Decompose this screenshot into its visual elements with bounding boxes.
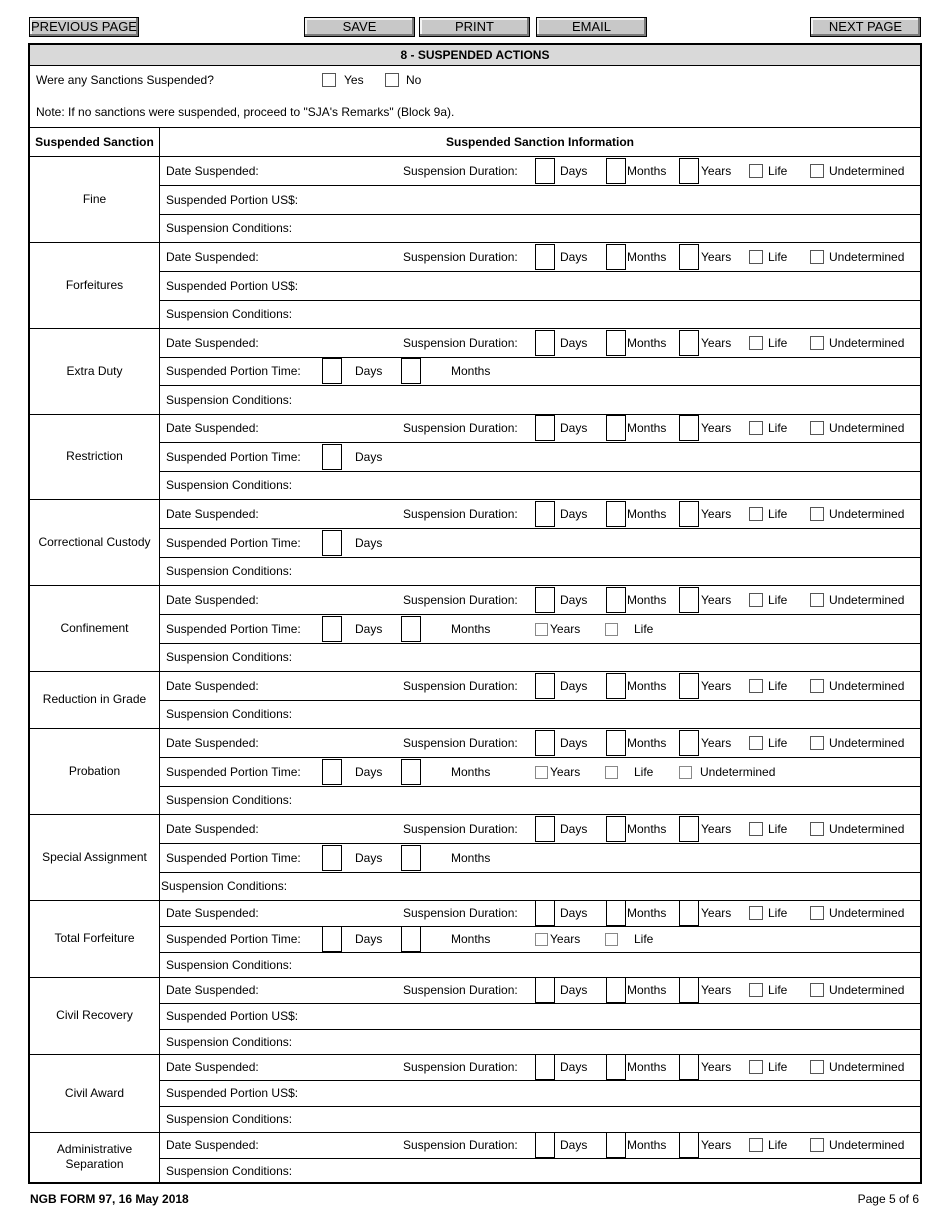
- undetermined-label: Undetermined: [829, 249, 905, 264]
- suspension-conditions-label: Suspension Conditions:: [161, 879, 288, 893]
- suspension-conditions-label: Suspension Conditions:: [166, 707, 293, 721]
- months-label: Months: [627, 1138, 667, 1152]
- duration-months-input[interactable]: [606, 730, 626, 756]
- duration-years-input[interactable]: [679, 977, 699, 1003]
- date-suspended-label: Date Suspended:: [166, 249, 259, 264]
- months-label: Months: [627, 821, 667, 836]
- sanction-name: Restriction: [66, 449, 123, 463]
- suspension-conditions-field[interactable]: [300, 1158, 910, 1184]
- suspended-portion-time-label: Suspended Portion Time:: [166, 764, 301, 779]
- portion-days-input[interactable]: [322, 845, 342, 871]
- undetermined-checkbox[interactable]: [810, 336, 824, 350]
- duration-months-input[interactable]: [606, 977, 626, 1003]
- suspension-conditions-field[interactable]: [300, 1029, 910, 1054]
- sanctions-suspended-question: Were any Sanctions Suspended?: [36, 73, 214, 87]
- suspension-conditions-field[interactable]: [300, 872, 910, 900]
- duration-years-input[interactable]: [679, 415, 699, 441]
- duration-days-input[interactable]: [535, 501, 555, 527]
- portion-years-checkbox[interactable]: [535, 933, 548, 946]
- duration-days-input[interactable]: [535, 415, 555, 441]
- duration-years-input[interactable]: [679, 501, 699, 527]
- undetermined-checkbox[interactable]: [810, 1060, 824, 1074]
- days-label: Days: [560, 735, 588, 750]
- months-label: Months: [451, 932, 491, 946]
- years-label: Years: [550, 764, 581, 779]
- suspension-conditions-label: Suspension Conditions:: [166, 1164, 293, 1178]
- divider: [159, 926, 920, 927]
- save-button[interactable]: SAVE: [304, 17, 415, 37]
- col-header-sanction: Suspended Sanction: [35, 135, 154, 149]
- suspended-portion-time-label: Suspended Portion Time:: [166, 535, 301, 550]
- undetermined-label: Undetermined: [829, 1060, 905, 1074]
- divider: [159, 528, 920, 529]
- days-label: Days: [560, 249, 588, 264]
- sanction-name: Extra Duty: [66, 364, 123, 378]
- portion-days-input[interactable]: [322, 444, 342, 470]
- duration-months-input[interactable]: [606, 415, 626, 441]
- months-label: Months: [627, 421, 667, 435]
- portion-days-input[interactable]: [322, 358, 342, 384]
- life-checkbox[interactable]: [749, 250, 763, 264]
- duration-years-input[interactable]: [679, 900, 699, 926]
- col-header-information: Suspended Sanction Information: [445, 135, 634, 149]
- years-label: Years: [701, 592, 732, 607]
- suspension-conditions-label: Suspension Conditions:: [166, 478, 293, 492]
- undetermined-checkbox[interactable]: [810, 822, 824, 836]
- duration-years-input[interactable]: [679, 730, 699, 756]
- days-label: Days: [560, 1138, 588, 1152]
- undetermined-label: Undetermined: [829, 678, 905, 693]
- portion-months-input[interactable]: [401, 616, 421, 642]
- duration-years-input[interactable]: [679, 816, 699, 842]
- years-label: Years: [701, 249, 732, 264]
- portion-months-input[interactable]: [401, 845, 421, 871]
- months-label: Months: [451, 764, 491, 779]
- suspended-portion-time-label: Suspended Portion Time:: [166, 364, 301, 378]
- life-label: Life: [768, 678, 788, 693]
- months-label: Months: [627, 735, 667, 750]
- months-label: Months: [627, 506, 667, 521]
- portion-life-checkbox[interactable]: [605, 766, 618, 779]
- portion-years-checkbox[interactable]: [535, 766, 548, 779]
- days-label: Days: [560, 506, 588, 521]
- sanction-name: Civil Recovery: [56, 1008, 133, 1022]
- duration-months-input[interactable]: [606, 587, 626, 613]
- suspended-portion-usd-label: Suspended Portion US$:: [166, 278, 299, 293]
- undetermined-checkbox[interactable]: [810, 679, 824, 693]
- print-button[interactable]: PRINT: [419, 17, 530, 37]
- undetermined-label: Undetermined: [829, 421, 905, 435]
- yes-label: Yes: [344, 73, 364, 87]
- months-label: Months: [627, 983, 667, 997]
- undetermined-label: Undetermined: [829, 983, 905, 997]
- life-label: Life: [768, 163, 788, 178]
- section-title: 8 - SUSPENDED ACTIONS: [30, 45, 920, 66]
- duration-days-input[interactable]: [535, 330, 555, 356]
- suspension-conditions-field[interactable]: [300, 557, 910, 585]
- duration-years-input[interactable]: [679, 587, 699, 613]
- months-label: Months: [627, 335, 667, 350]
- previous-page-button[interactable]: PREVIOUS PAGE: [29, 17, 139, 37]
- portion-days-input[interactable]: [322, 616, 342, 642]
- years-label: Years: [701, 163, 732, 178]
- duration-years-input[interactable]: [679, 158, 699, 184]
- portion-months-input[interactable]: [401, 926, 421, 952]
- life-checkbox[interactable]: [749, 983, 763, 997]
- suspension-duration-label: Suspension Duration:: [403, 906, 518, 920]
- date-suspended-label: Date Suspended:: [166, 906, 259, 920]
- undetermined-checkbox[interactable]: [810, 736, 824, 750]
- duration-days-input[interactable]: [535, 900, 555, 926]
- life-label: Life: [768, 335, 788, 350]
- date-suspended-label: Date Suspended:: [166, 592, 259, 607]
- sanction-name: Probation: [68, 764, 121, 778]
- form-id: NGB FORM 97, 16 May 2018: [30, 1192, 189, 1206]
- portion-days-input[interactable]: [322, 759, 342, 785]
- next-page-button[interactable]: NEXT PAGE: [810, 17, 921, 37]
- email-button[interactable]: EMAIL: [536, 17, 647, 37]
- sanction-name: Reduction in Grade: [42, 692, 147, 706]
- date-suspended-label: Date Suspended:: [166, 1060, 259, 1074]
- portion-life-checkbox[interactable]: [605, 933, 618, 946]
- suspension-conditions-label: Suspension Conditions:: [166, 221, 293, 235]
- days-label: Days: [560, 678, 588, 693]
- suspension-duration-label: Suspension Duration:: [403, 1138, 518, 1152]
- suspension-duration-label: Suspension Duration:: [403, 592, 518, 607]
- suspension-conditions-label: Suspension Conditions:: [166, 307, 293, 321]
- divider: [159, 614, 920, 615]
- years-label: Years: [701, 678, 732, 693]
- duration-months-input[interactable]: [606, 1132, 626, 1158]
- life-checkbox[interactable]: [749, 507, 763, 521]
- duration-years-input[interactable]: [679, 1132, 699, 1158]
- suspension-conditions-field[interactable]: [300, 952, 910, 977]
- days-label: Days: [560, 421, 588, 435]
- undetermined-label: Undetermined: [829, 506, 905, 521]
- undetermined-label: Undetermined: [829, 906, 905, 920]
- duration-months-input[interactable]: [606, 330, 626, 356]
- duration-days-input[interactable]: [535, 1054, 555, 1080]
- days-label: Days: [560, 335, 588, 350]
- months-label: Months: [627, 906, 667, 920]
- suspension-conditions-field[interactable]: [300, 700, 910, 728]
- duration-months-input[interactable]: [606, 244, 626, 270]
- undetermined-checkbox[interactable]: [810, 983, 824, 997]
- life-checkbox[interactable]: [749, 336, 763, 350]
- suspension-duration-label: Suspension Duration:: [403, 506, 518, 521]
- undetermined-label: Undetermined: [829, 735, 905, 750]
- life-label: Life: [768, 735, 788, 750]
- date-suspended-label: Date Suspended:: [166, 163, 259, 178]
- divider: [30, 127, 920, 128]
- days-label: Days: [560, 906, 588, 920]
- months-label: Months: [627, 678, 667, 693]
- page-number: Page 5 of 6: [857, 1192, 919, 1206]
- days-label: Days: [560, 592, 588, 607]
- life-checkbox[interactable]: [749, 736, 763, 750]
- undetermined-label: Undetermined: [829, 1138, 905, 1152]
- sanction-name: Confinement: [60, 621, 129, 635]
- undetermined-label: Undetermined: [829, 335, 905, 350]
- undetermined-label: Undetermined: [829, 592, 905, 607]
- date-suspended-label: Date Suspended:: [166, 821, 259, 836]
- days-label: Days: [355, 850, 383, 865]
- undetermined-checkbox[interactable]: [810, 593, 824, 607]
- suspension-conditions-label: Suspension Conditions:: [166, 1034, 293, 1049]
- months-label: Months: [451, 621, 491, 636]
- suspension-conditions-label: Suspension Conditions:: [166, 1112, 293, 1126]
- portion-life-checkbox[interactable]: [605, 623, 618, 636]
- undetermined-checkbox[interactable]: [810, 421, 824, 435]
- years-label: Years: [701, 983, 732, 997]
- days-label: Days: [560, 983, 588, 997]
- divider: [159, 357, 920, 358]
- suspension-conditions-field[interactable]: [300, 300, 910, 328]
- duration-months-input[interactable]: [606, 816, 626, 842]
- portion-months-input[interactable]: [401, 358, 421, 384]
- days-label: Days: [355, 535, 383, 550]
- months-label: Months: [627, 592, 667, 607]
- suspended-portion-usd-label: Suspended Portion US$:: [166, 192, 299, 207]
- suspension-conditions-label: Suspension Conditions:: [166, 957, 293, 972]
- days-label: Days: [355, 764, 383, 779]
- life-checkbox[interactable]: [749, 822, 763, 836]
- suspended-portion-usd-field[interactable]: [310, 271, 910, 300]
- duration-months-input[interactable]: [606, 1054, 626, 1080]
- suspension-conditions-label: Suspension Conditions:: [166, 793, 293, 807]
- undetermined-checkbox[interactable]: [810, 507, 824, 521]
- days-label: Days: [560, 1060, 588, 1074]
- suspended-portion-time-label: Suspended Portion Time:: [166, 850, 301, 865]
- date-suspended-label: Date Suspended:: [166, 678, 259, 693]
- suspension-conditions-label: Suspension Conditions:: [166, 392, 293, 407]
- suspension-conditions-field[interactable]: [300, 214, 910, 242]
- life-label: Life: [634, 764, 654, 779]
- life-label: Life: [634, 932, 654, 946]
- suspension-conditions-field[interactable]: [300, 643, 910, 671]
- sanction-name: Civil Award: [64, 1086, 125, 1100]
- no-checkbox[interactable]: [385, 73, 399, 87]
- suspension-duration-label: Suspension Duration:: [403, 678, 518, 693]
- suspended-portion-usd-field[interactable]: [310, 1003, 910, 1029]
- portion-days-input[interactable]: [322, 530, 342, 556]
- suspension-duration-label: Suspension Duration:: [403, 1060, 518, 1074]
- undetermined-checkbox[interactable]: [810, 906, 824, 920]
- undetermined-label: Undetermined: [700, 764, 776, 779]
- duration-months-input[interactable]: [606, 900, 626, 926]
- date-suspended-label: Date Suspended:: [166, 1138, 259, 1152]
- days-label: Days: [355, 364, 383, 378]
- life-checkbox[interactable]: [749, 1060, 763, 1074]
- years-label: Years: [701, 421, 732, 435]
- duration-days-input[interactable]: [535, 816, 555, 842]
- duration-days-input[interactable]: [535, 730, 555, 756]
- duration-months-input[interactable]: [606, 501, 626, 527]
- sanction-name: Correctional Custody: [38, 535, 151, 549]
- duration-days-input[interactable]: [535, 977, 555, 1003]
- months-label: Months: [451, 364, 491, 378]
- duration-days-input[interactable]: [535, 673, 555, 699]
- duration-days-input[interactable]: [535, 1132, 555, 1158]
- months-label: Months: [627, 1060, 667, 1074]
- years-label: Years: [701, 821, 732, 836]
- undetermined-checkbox[interactable]: [810, 164, 824, 178]
- portion-months-input[interactable]: [401, 759, 421, 785]
- sanction-name: Special Assignment: [42, 850, 147, 864]
- life-checkbox[interactable]: [749, 1138, 763, 1152]
- sanction-name: Fine: [82, 192, 107, 206]
- portion-undetermined-checkbox[interactable]: [679, 766, 692, 779]
- date-suspended-label: Date Suspended:: [166, 506, 259, 521]
- years-label: Years: [701, 1138, 732, 1152]
- life-label: Life: [768, 906, 788, 920]
- suspension-conditions-label: Suspension Conditions:: [166, 564, 293, 578]
- years-label: Years: [550, 932, 581, 946]
- undetermined-checkbox[interactable]: [810, 1138, 824, 1152]
- duration-years-input[interactable]: [679, 244, 699, 270]
- date-suspended-label: Date Suspended:: [166, 735, 259, 750]
- suspension-conditions-field[interactable]: [300, 471, 910, 499]
- duration-months-input[interactable]: [606, 673, 626, 699]
- suspension-conditions-field[interactable]: [300, 385, 910, 414]
- days-label: Days: [355, 449, 383, 464]
- life-checkbox[interactable]: [749, 421, 763, 435]
- duration-days-input[interactable]: [535, 587, 555, 613]
- days-label: Days: [355, 932, 383, 946]
- life-label: Life: [768, 421, 788, 435]
- column-divider: [159, 127, 160, 1184]
- days-label: Days: [560, 163, 588, 178]
- divider: [159, 843, 920, 844]
- months-label: Months: [451, 850, 491, 865]
- suspension-conditions-field[interactable]: [300, 786, 910, 814]
- duration-months-input[interactable]: [606, 158, 626, 184]
- suspended-portion-time-label: Suspended Portion Time:: [166, 449, 301, 464]
- sanction-name: Forfeitures: [65, 278, 124, 292]
- days-label: Days: [355, 621, 383, 636]
- suspension-duration-label: Suspension Duration:: [403, 335, 518, 350]
- years-label: Years: [701, 506, 732, 521]
- suspension-duration-label: Suspension Duration:: [403, 249, 518, 264]
- years-label: Years: [701, 335, 732, 350]
- suspension-conditions-field[interactable]: [300, 1106, 910, 1132]
- years-label: Years: [701, 1060, 732, 1074]
- suspended-portion-usd-field[interactable]: [310, 1080, 910, 1106]
- life-label: Life: [768, 1060, 788, 1074]
- portion-years-checkbox[interactable]: [535, 623, 548, 636]
- suspension-conditions-label: Suspension Conditions:: [166, 650, 293, 664]
- date-suspended-label: Date Suspended:: [166, 335, 259, 350]
- life-label: Life: [768, 983, 788, 997]
- sanction-name: Administrative Separation: [56, 1142, 133, 1171]
- divider: [159, 757, 920, 758]
- life-checkbox[interactable]: [749, 906, 763, 920]
- suspended-actions-section: [28, 43, 922, 1184]
- life-checkbox[interactable]: [749, 679, 763, 693]
- duration-days-input[interactable]: [535, 158, 555, 184]
- date-suspended-label: Date Suspended:: [166, 421, 259, 435]
- undetermined-checkbox[interactable]: [810, 250, 824, 264]
- no-label: No: [406, 73, 422, 87]
- suspension-duration-label: Suspension Duration:: [403, 735, 518, 750]
- life-label: Life: [768, 821, 788, 836]
- suspension-duration-label: Suspension Duration:: [403, 421, 518, 435]
- life-label: Life: [768, 1138, 788, 1152]
- years-label: Years: [701, 906, 732, 920]
- duration-years-input[interactable]: [679, 330, 699, 356]
- date-suspended-label: Date Suspended:: [166, 983, 259, 997]
- duration-years-input[interactable]: [679, 673, 699, 699]
- suspension-duration-label: Suspension Duration:: [403, 821, 518, 836]
- days-label: Days: [560, 821, 588, 836]
- suspended-portion-usd-label: Suspended Portion US$:: [166, 1009, 299, 1023]
- divider: [159, 442, 920, 443]
- section-note: Note: If no sanctions were suspended, proceed to "SJA's Remarks" (Block 9a).: [36, 105, 455, 119]
- life-label: Life: [768, 249, 788, 264]
- duration-days-input[interactable]: [535, 244, 555, 270]
- life-label: Life: [634, 621, 654, 636]
- life-checkbox[interactable]: [749, 164, 763, 178]
- suspended-portion-time-label: Suspended Portion Time:: [166, 932, 301, 946]
- duration-years-input[interactable]: [679, 1054, 699, 1080]
- suspension-duration-label: Suspension Duration:: [403, 983, 518, 997]
- suspended-portion-usd-label: Suspended Portion US$:: [166, 1086, 299, 1100]
- portion-days-input[interactable]: [322, 926, 342, 952]
- years-label: Years: [550, 621, 581, 636]
- months-label: Months: [627, 163, 667, 178]
- suspended-portion-usd-field[interactable]: [310, 185, 910, 214]
- yes-checkbox[interactable]: [322, 73, 336, 87]
- months-label: Months: [627, 249, 667, 264]
- sanction-name: Total Forfeiture: [54, 931, 135, 945]
- life-label: Life: [768, 506, 788, 521]
- undetermined-label: Undetermined: [829, 163, 905, 178]
- suspended-portion-time-label: Suspended Portion Time:: [166, 621, 301, 636]
- life-label: Life: [768, 592, 788, 607]
- life-checkbox[interactable]: [749, 593, 763, 607]
- years-label: Years: [701, 735, 732, 750]
- suspension-duration-label: Suspension Duration:: [403, 163, 518, 178]
- undetermined-label: Undetermined: [829, 821, 905, 836]
